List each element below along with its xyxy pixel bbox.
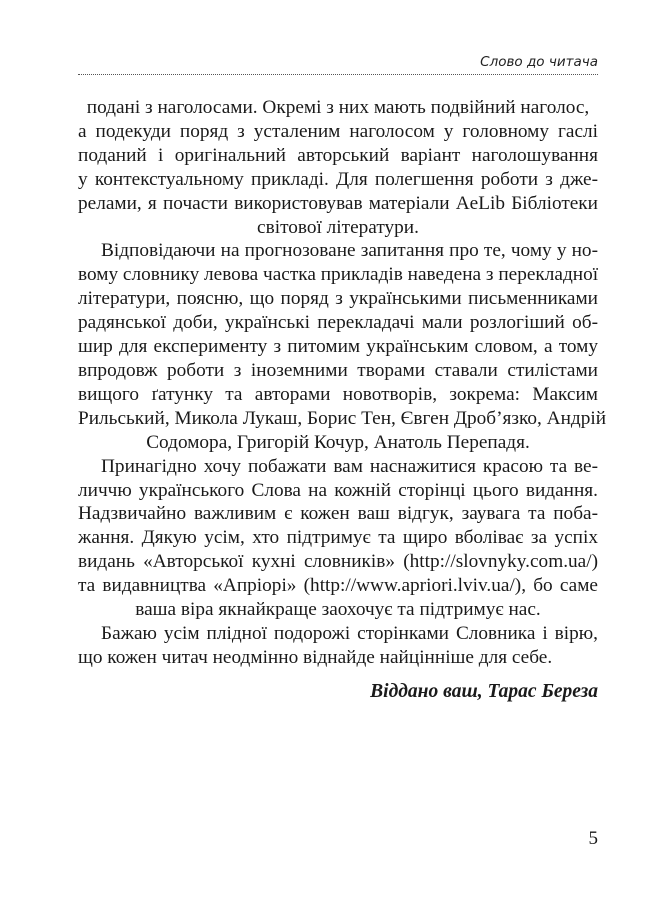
text-line: Содомора, Григорій Кочур, Анатоль Перепадя. — [146, 431, 530, 453]
text-line: світової літератури. — [257, 216, 419, 238]
text-line: Бажаю усім плідної подорожі сторінками Словника і вірю, — [101, 622, 598, 644]
text-line: Принагідно хочу побажати вам наснажитися красою та ве- — [101, 455, 598, 477]
text-line: шир для експерименту з питомим українським словом, а тому — [78, 336, 598, 358]
text-line: релами, я почасти використовував матеріали AeLib Бібліотеки — [78, 192, 598, 214]
text-line: у контекстуальному прикладі. Для полегшення роботи з дже- — [78, 168, 598, 190]
page-number: 5 — [588, 828, 598, 849]
text-line: Рильський, Микола Лукаш, Борис Тен, Євген Дроб’язко, Андрій — [78, 407, 607, 429]
text-line: та видавництва «Апріорі» (http://www.apriori.lviv.ua/), бо саме — [78, 575, 598, 597]
paragraph-4 — [78, 622, 598, 670]
text-line: жання. Дякую усім, хто підтримує та щиро вболіває за успіх — [78, 527, 598, 549]
text-line: вищого ґатунку та авторами новотворів, зокрема: Максим — [78, 383, 598, 405]
text-line: поданий і оригінальний авторський варіант наголошування — [78, 144, 598, 166]
text-line: а подекуди поряд з усталеним наголосом у головному гаслі — [78, 120, 598, 142]
text-line: Надзвичайно важливим є кожен ваш відгук, заувага та поба- — [78, 503, 598, 525]
text-line: Відповідаючи на прогнозоване запитання про те, чому у но- — [101, 240, 598, 262]
text-line: личчю українського Слова на кожній сторінці цього видання. — [78, 479, 598, 501]
text-line: подані з наголосами. Окремі з них мають подвійний наголос, — [86, 97, 590, 118]
paragraph-1 — [78, 96, 598, 239]
running-head: Слово до читача — [78, 52, 598, 75]
paragraph-2 — [78, 239, 607, 454]
text-line: ваша віра якнайкраще заохочує та підтримує нас. — [135, 599, 541, 621]
text-line: впродовж роботи з іноземними творами ставали стилістами — [78, 359, 598, 381]
signature: Віддано ваш, Тарас Береза — [370, 681, 598, 702]
text-line: видань «Авторської кухні словників» (http://slovnyky.com.ua/) — [78, 551, 598, 573]
text-line: радянської доби, українські перекладачі мали розлогіший об- — [78, 312, 598, 334]
text-line: що кожен читач неодмінно віднайде найцінніше для себе. — [78, 646, 553, 668]
body-text — [78, 96, 607, 670]
text-line: літератури, поясню, що поряд з українськими письменниками — [78, 288, 598, 310]
paragraph-3 — [78, 455, 598, 622]
text-line: вому словнику левова частка прикладів наведена з перекладної — [78, 264, 599, 286]
